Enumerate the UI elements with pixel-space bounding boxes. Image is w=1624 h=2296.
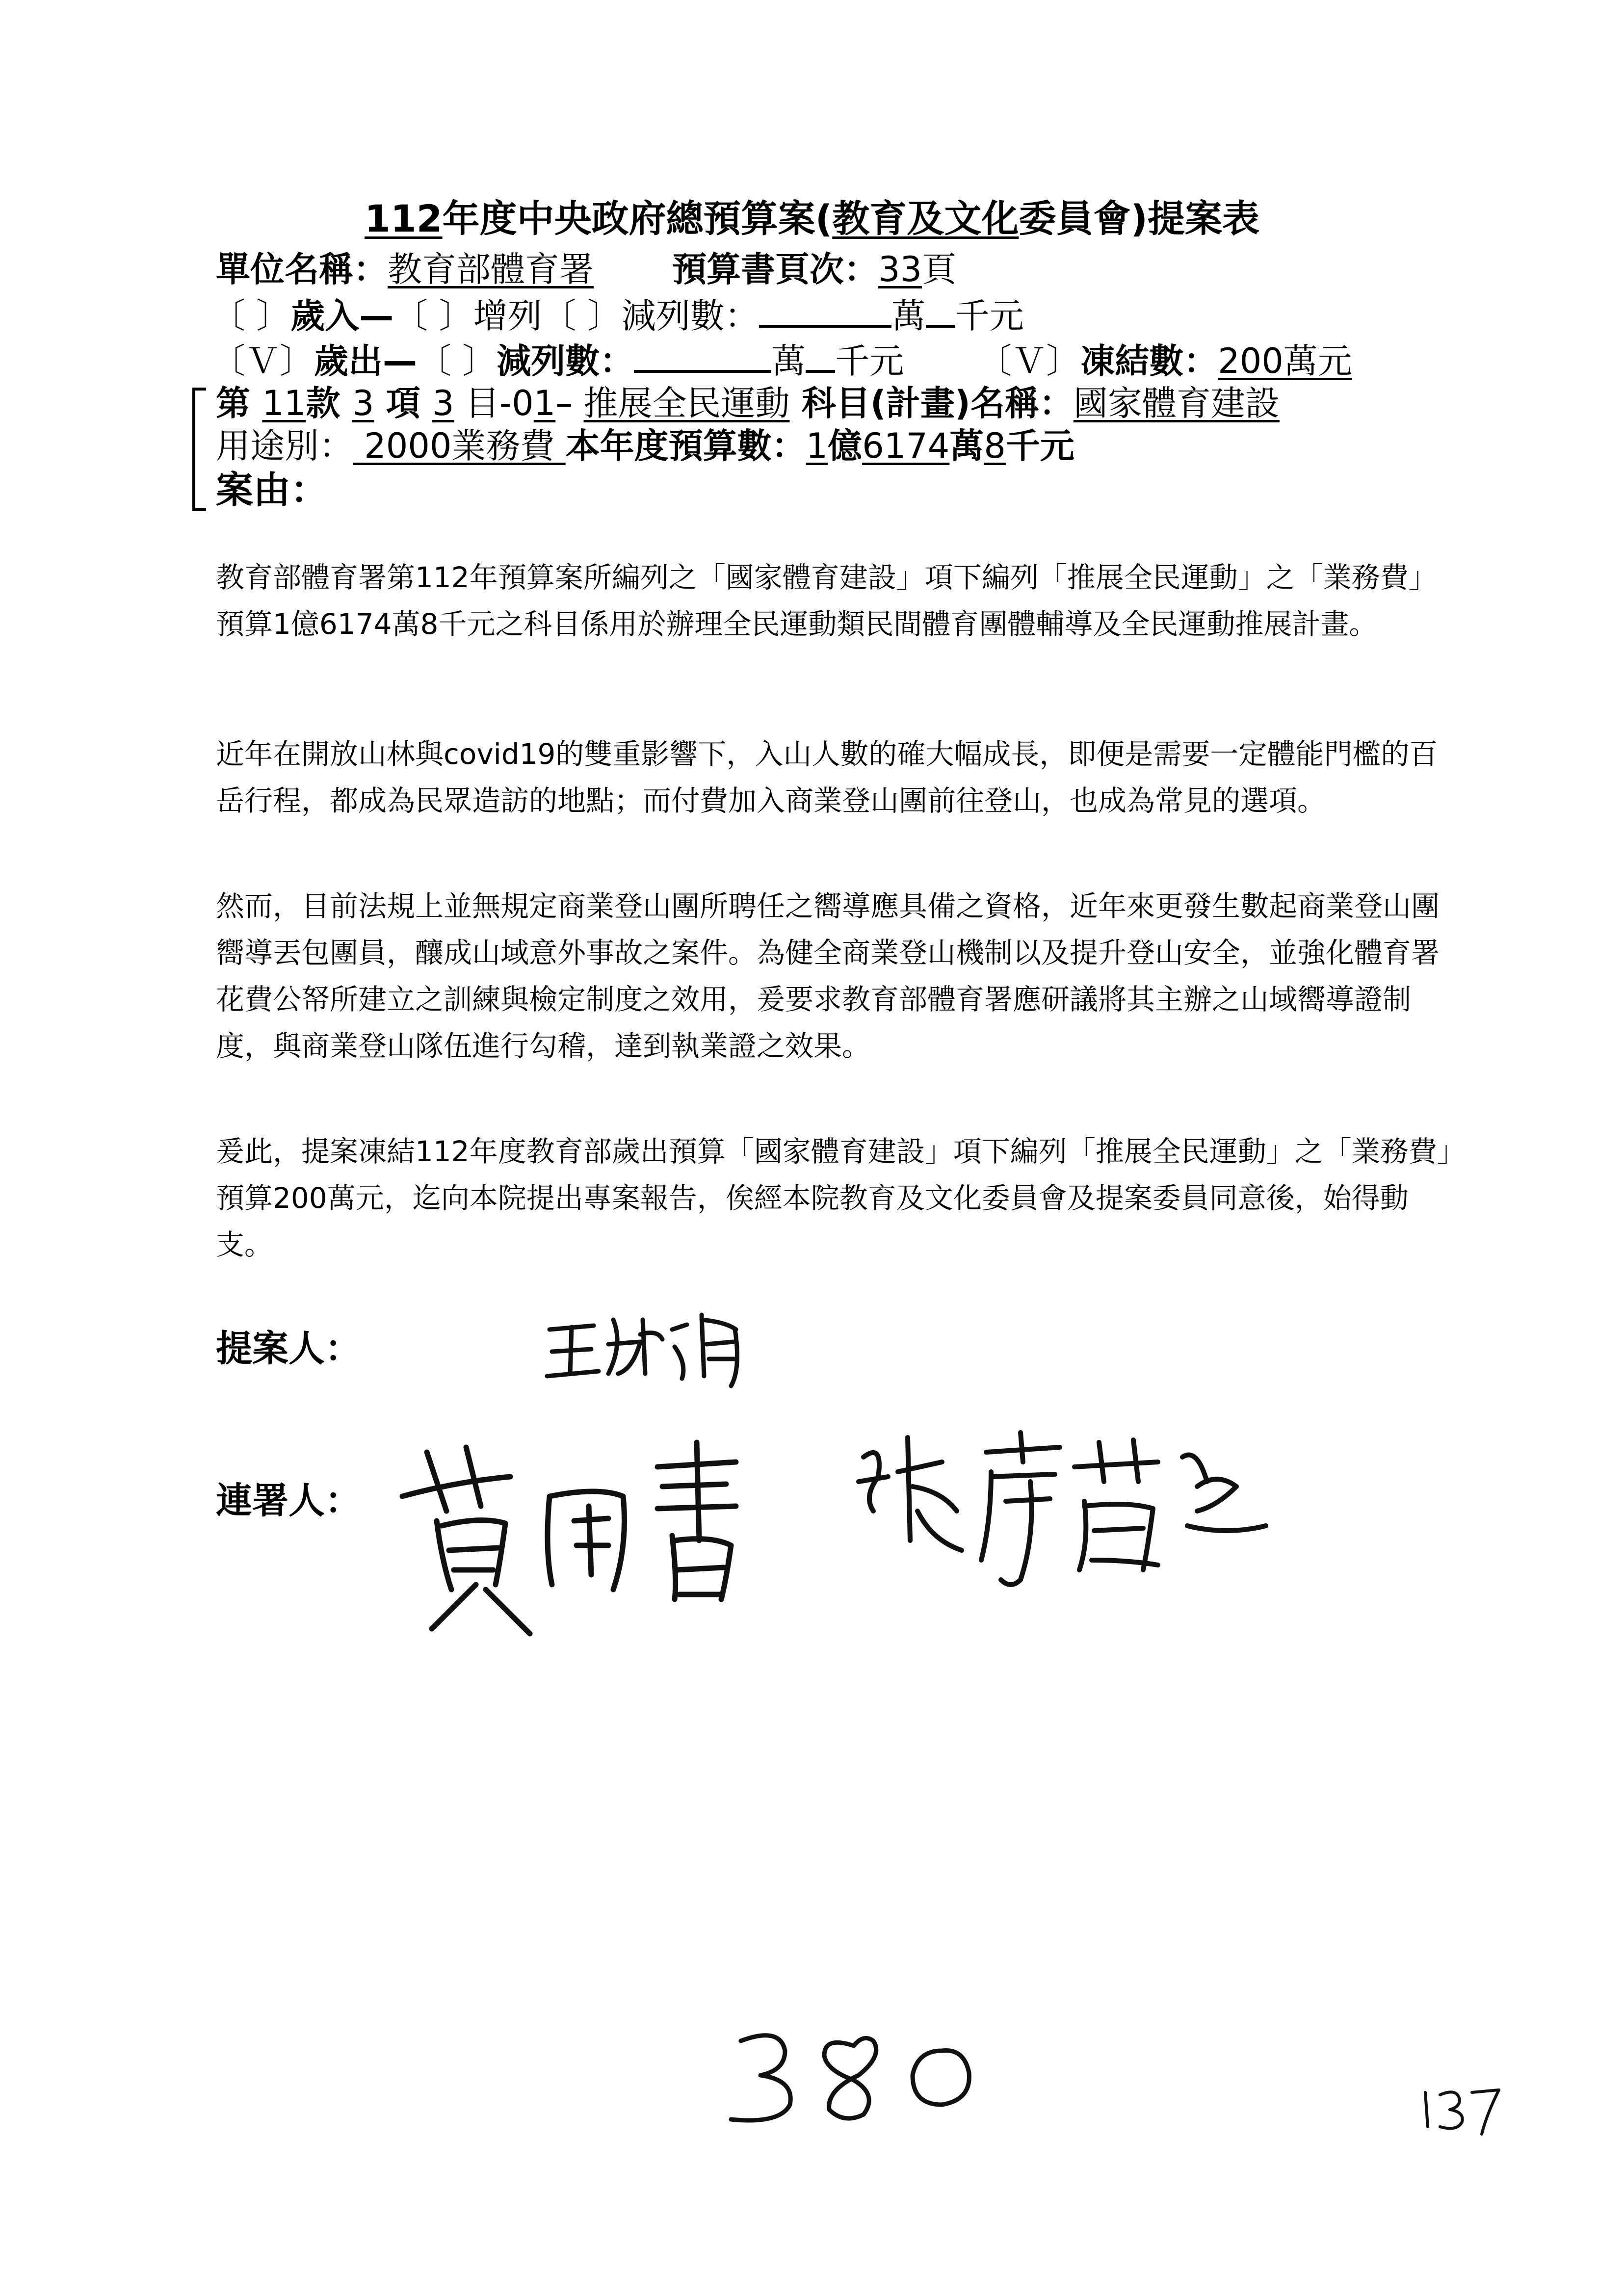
revenue-checkbox: 〔 〕 [211,296,291,336]
wan-label: 萬 [891,296,926,336]
page-unit: 頁 [922,249,957,289]
qian-label: 千元 [955,296,1024,336]
exp-wan-blank [634,340,771,373]
paragraph-3-text: 然而，目前法規上並無規定商業登山團所聘任之嚮導應具備之資格，近年來更發生數起商業登山團嚮導丟包團員，釀成山域意外事故之案件。為健全商業登山機制以及提升登山安全，並強化體育署花費公帑所建立之訓練與檢定制度之效用，爰要求教育部體育署應研議將其主辦之山域嚮導證制度，與商業登山隊伍進行勾稽，達到執業證之效果。 [216,889,1440,1063]
paragraph-1-text: 教育部體育署第112年預算案所編列之「國家體育建設」項下編列「推展全民運動」之「業務費」預算1億6174萬8千元之科目係用於辦理全民運動類民間體育團體輔導及全民運動推展計畫。 [216,561,1437,641]
budget-yi: 億 [828,426,863,466]
exp-reduce-label: 減列數： [497,341,634,381]
handwritten-page-number-main [711,2021,986,2129]
title-year: 112 [364,197,443,240]
reduce-wan-blank [759,295,891,328]
freeze-value: 200萬元 [1218,341,1352,381]
subject-value: 國家體育建設 [1073,383,1280,423]
paragraph-4-text: 爰此，提案凍結112年度教育部歲出預算「國家體育建設」項下編列「推展全民運動」之「業務費」預算200萬元，迄向本院提出專案報告，俟經本院教育及文化委員會及提案委員同意後，始得動支。 [216,1135,1451,1261]
header-line-use [216,424,1074,468]
revenue-label: 歲入— [290,296,394,336]
title-post: 委員會)提案表 [1019,197,1260,240]
reason-label: 案由： [216,468,328,512]
budget-wan-num: 6174 [862,426,950,466]
freeze-label: 凍結數： [1080,341,1218,381]
item-dash: – [555,383,584,423]
item-di: 第 [216,383,262,423]
header-line-item [216,382,1280,425]
item-kuan-num: 11 [262,383,306,423]
header-line-revenue [211,294,1024,338]
expenditure-checkbox: 〔Ｖ〕 [211,341,314,381]
exp-qian-label: 千元 [835,341,904,381]
use-value: 2000業務費 [353,426,566,466]
budget-yi-num: 1 [806,426,828,466]
expenditure-label: 歲出— [314,341,417,381]
item-mu-num: 3 [432,383,454,423]
cosigner-signature-2-image [844,1413,1295,1619]
paragraph-1 [216,554,1452,648]
handwritten-page-number-corner [1418,2080,1506,2144]
header-line-unit [216,248,956,291]
proposer-signature-image [540,1300,765,1398]
budget-qian: 千元 [1005,426,1074,466]
budget-label: 本年度預算數： [565,426,806,466]
cosigner-signature-1-image [383,1423,785,1658]
add-checkbox: 〔 〕 [393,296,473,336]
subject-label: 科目(計畫)名稱： [789,383,1074,423]
use-label: 用途別： [216,426,353,466]
add-label: 增列 [473,296,542,336]
exp-qian-blank [806,340,835,373]
item-xiang: 項 [374,383,433,423]
item-kuan: 款 [306,383,352,423]
budget-qian-num: 8 [984,426,1006,466]
proposer-label: 提案人： [216,1328,361,1370]
paragraph-4 [216,1128,1452,1268]
reduce-qian-blank [926,295,955,328]
exp-wan-label: 萬 [771,341,806,381]
freeze-checkbox: 〔Ｖ〕 [977,341,1081,381]
header-line-expenditure [211,339,1352,383]
cosigner-label: 連署人： [216,1480,361,1522]
unit-label: 單位名稱： [216,249,388,289]
form-title [0,189,1624,242]
item-xiang-num: 3 [352,383,374,423]
program-name: 推展全民運動 [583,383,790,423]
budget-wan: 萬 [949,426,984,466]
paragraph-3 [216,883,1452,1070]
exp-reduce-checkbox: 〔 〕 [417,341,497,381]
page-label: 預算書頁次： [672,249,878,289]
left-bracket [192,388,206,511]
paragraph-2 [216,731,1452,824]
item-code: 1 [533,383,556,423]
paragraph-2-text: 近年在開放山林與covid19的雙重影響下，入山人數的確大幅成長，即便是需要一定體能門檻的百岳行程，都成為民眾造訪的地點；而付費加入商業登山團前往登山，也成為常見的選項。 [216,737,1438,817]
title-pre: 年度中央政府總預算案( [442,197,833,240]
reduce-label: 減列數： [621,296,759,336]
reduce-checkbox: 〔 〕 [542,296,622,336]
item-mu: 目-0 [454,383,534,423]
unit-value: 教育部體育署 [388,249,594,289]
page-value: 33 [878,249,922,289]
title-committee: 教育及文化 [832,197,1019,240]
